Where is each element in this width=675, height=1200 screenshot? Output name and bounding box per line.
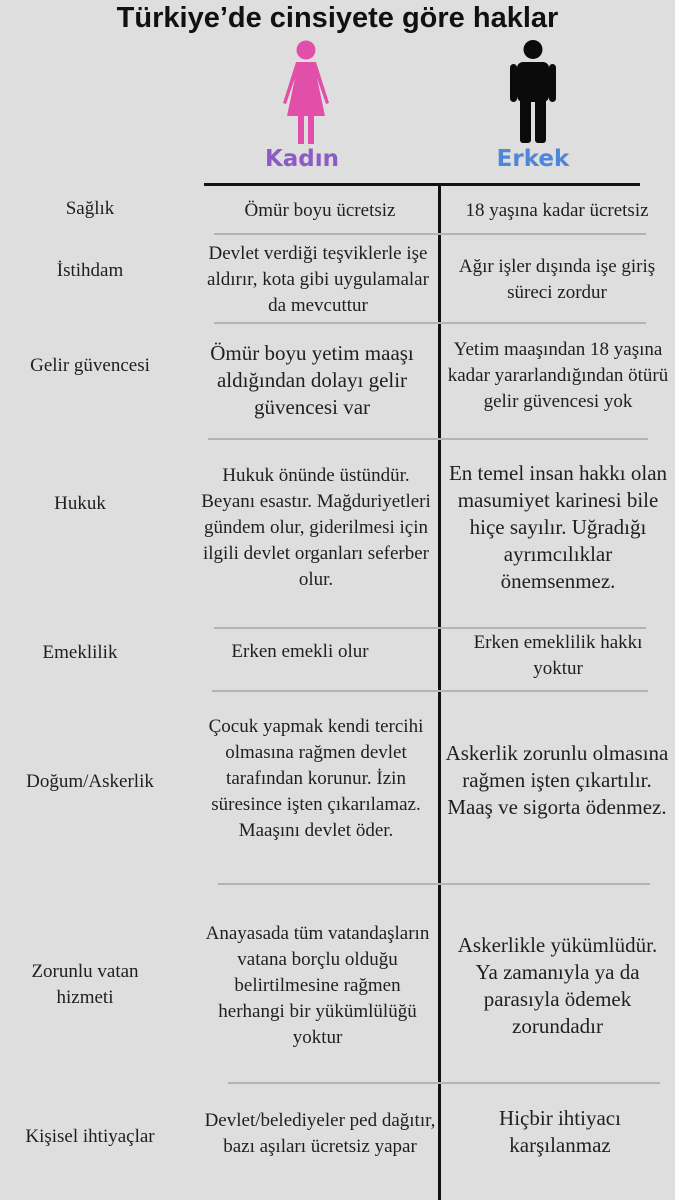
man-cell: Hiçbir ihtiyacı karşılanmaz xyxy=(499,1106,621,1157)
category-label: Emeklilik xyxy=(42,642,118,663)
woman-cell: Hukuk önünde üstündür. Beyanı esastır. Mağduriyetleri gündem olur, giderilmesi için ilgili devlet organları seferber olur. xyxy=(201,465,431,590)
column-header-woman: Kadın xyxy=(264,146,340,172)
man-cell: Askerlikle yükümlüdür. Ya zamanıyla ya da parasıyla ödemek zorundadır xyxy=(457,932,658,1038)
row-divider xyxy=(228,1082,660,1084)
column-header-man: Erkek xyxy=(496,146,570,172)
man-cell: Erken emeklilik hakkı yoktur xyxy=(473,632,643,679)
category-label: Hukuk xyxy=(54,493,106,514)
category-label: Gelir güvencesi xyxy=(30,355,150,376)
category-label: Doğum/Askerlik xyxy=(26,771,154,792)
category-label: Kişisel ihtiyaçlar xyxy=(25,1126,155,1147)
man-cell: Askerlik zorunlu olmasına rağmen işten çıkartılır. Maaş ve sigorta ödenmez. xyxy=(445,740,669,819)
woman-cell: Ömür boyu ücretsiz xyxy=(244,200,396,221)
header-divider xyxy=(204,183,640,186)
category-label: İstihdam xyxy=(56,260,124,281)
woman-cell: Erken emekli olur xyxy=(231,641,369,662)
woman-cell: Devlet/belediyeler ped dağıtır, bazı aşıları ücretsiz yapar xyxy=(204,1110,436,1157)
woman-cell: Çocuk yapmak kendi tercihi olmasına rağmen devlet tarafından korunur. İzin süresince işten çıkarılamaz. Maaşını devlet öder. xyxy=(208,716,424,841)
row-divider xyxy=(214,627,646,629)
category-label: Zorunlu vatan hizmeti xyxy=(31,961,139,1008)
woman-icon xyxy=(282,40,330,146)
row-divider xyxy=(218,883,650,885)
category-label: Sağlık xyxy=(65,198,115,219)
row-divider xyxy=(212,690,648,692)
woman-cell: Devlet verdiği teşviklerle işe aldırır, kota gibi uygulamalar da mevcuttur xyxy=(207,243,429,316)
man-cell: Yetim maaşından 18 yaşına kadar yararlandığından ötürü gelir güvencesi yok xyxy=(447,339,669,412)
man-cell: Ağır işler dışında işe giriş süreci zordur xyxy=(458,256,656,303)
page-title: Türkiye’de cinsiyete göre haklar xyxy=(116,2,559,34)
man-cell: 18 yaşına kadar ücretsiz xyxy=(465,200,649,221)
man-cell: En temel insan hakkı olan masumiyet karinesi bile hiçe sayılır. Uğradığı ayrımcılıklar önemsenmez. xyxy=(448,460,668,593)
row-divider xyxy=(214,233,646,235)
row-divider xyxy=(208,438,648,440)
woman-cell: Anayasada tüm vatandaşların vatana borçlu olduğu belirtilmesine rağmen herhangi bir yükümlülüğü yoktur xyxy=(205,923,430,1048)
woman-cell: Ömür boyu yetim maaşı aldığından dolayı gelir güvencesi var xyxy=(210,340,414,419)
man-icon xyxy=(508,40,558,144)
